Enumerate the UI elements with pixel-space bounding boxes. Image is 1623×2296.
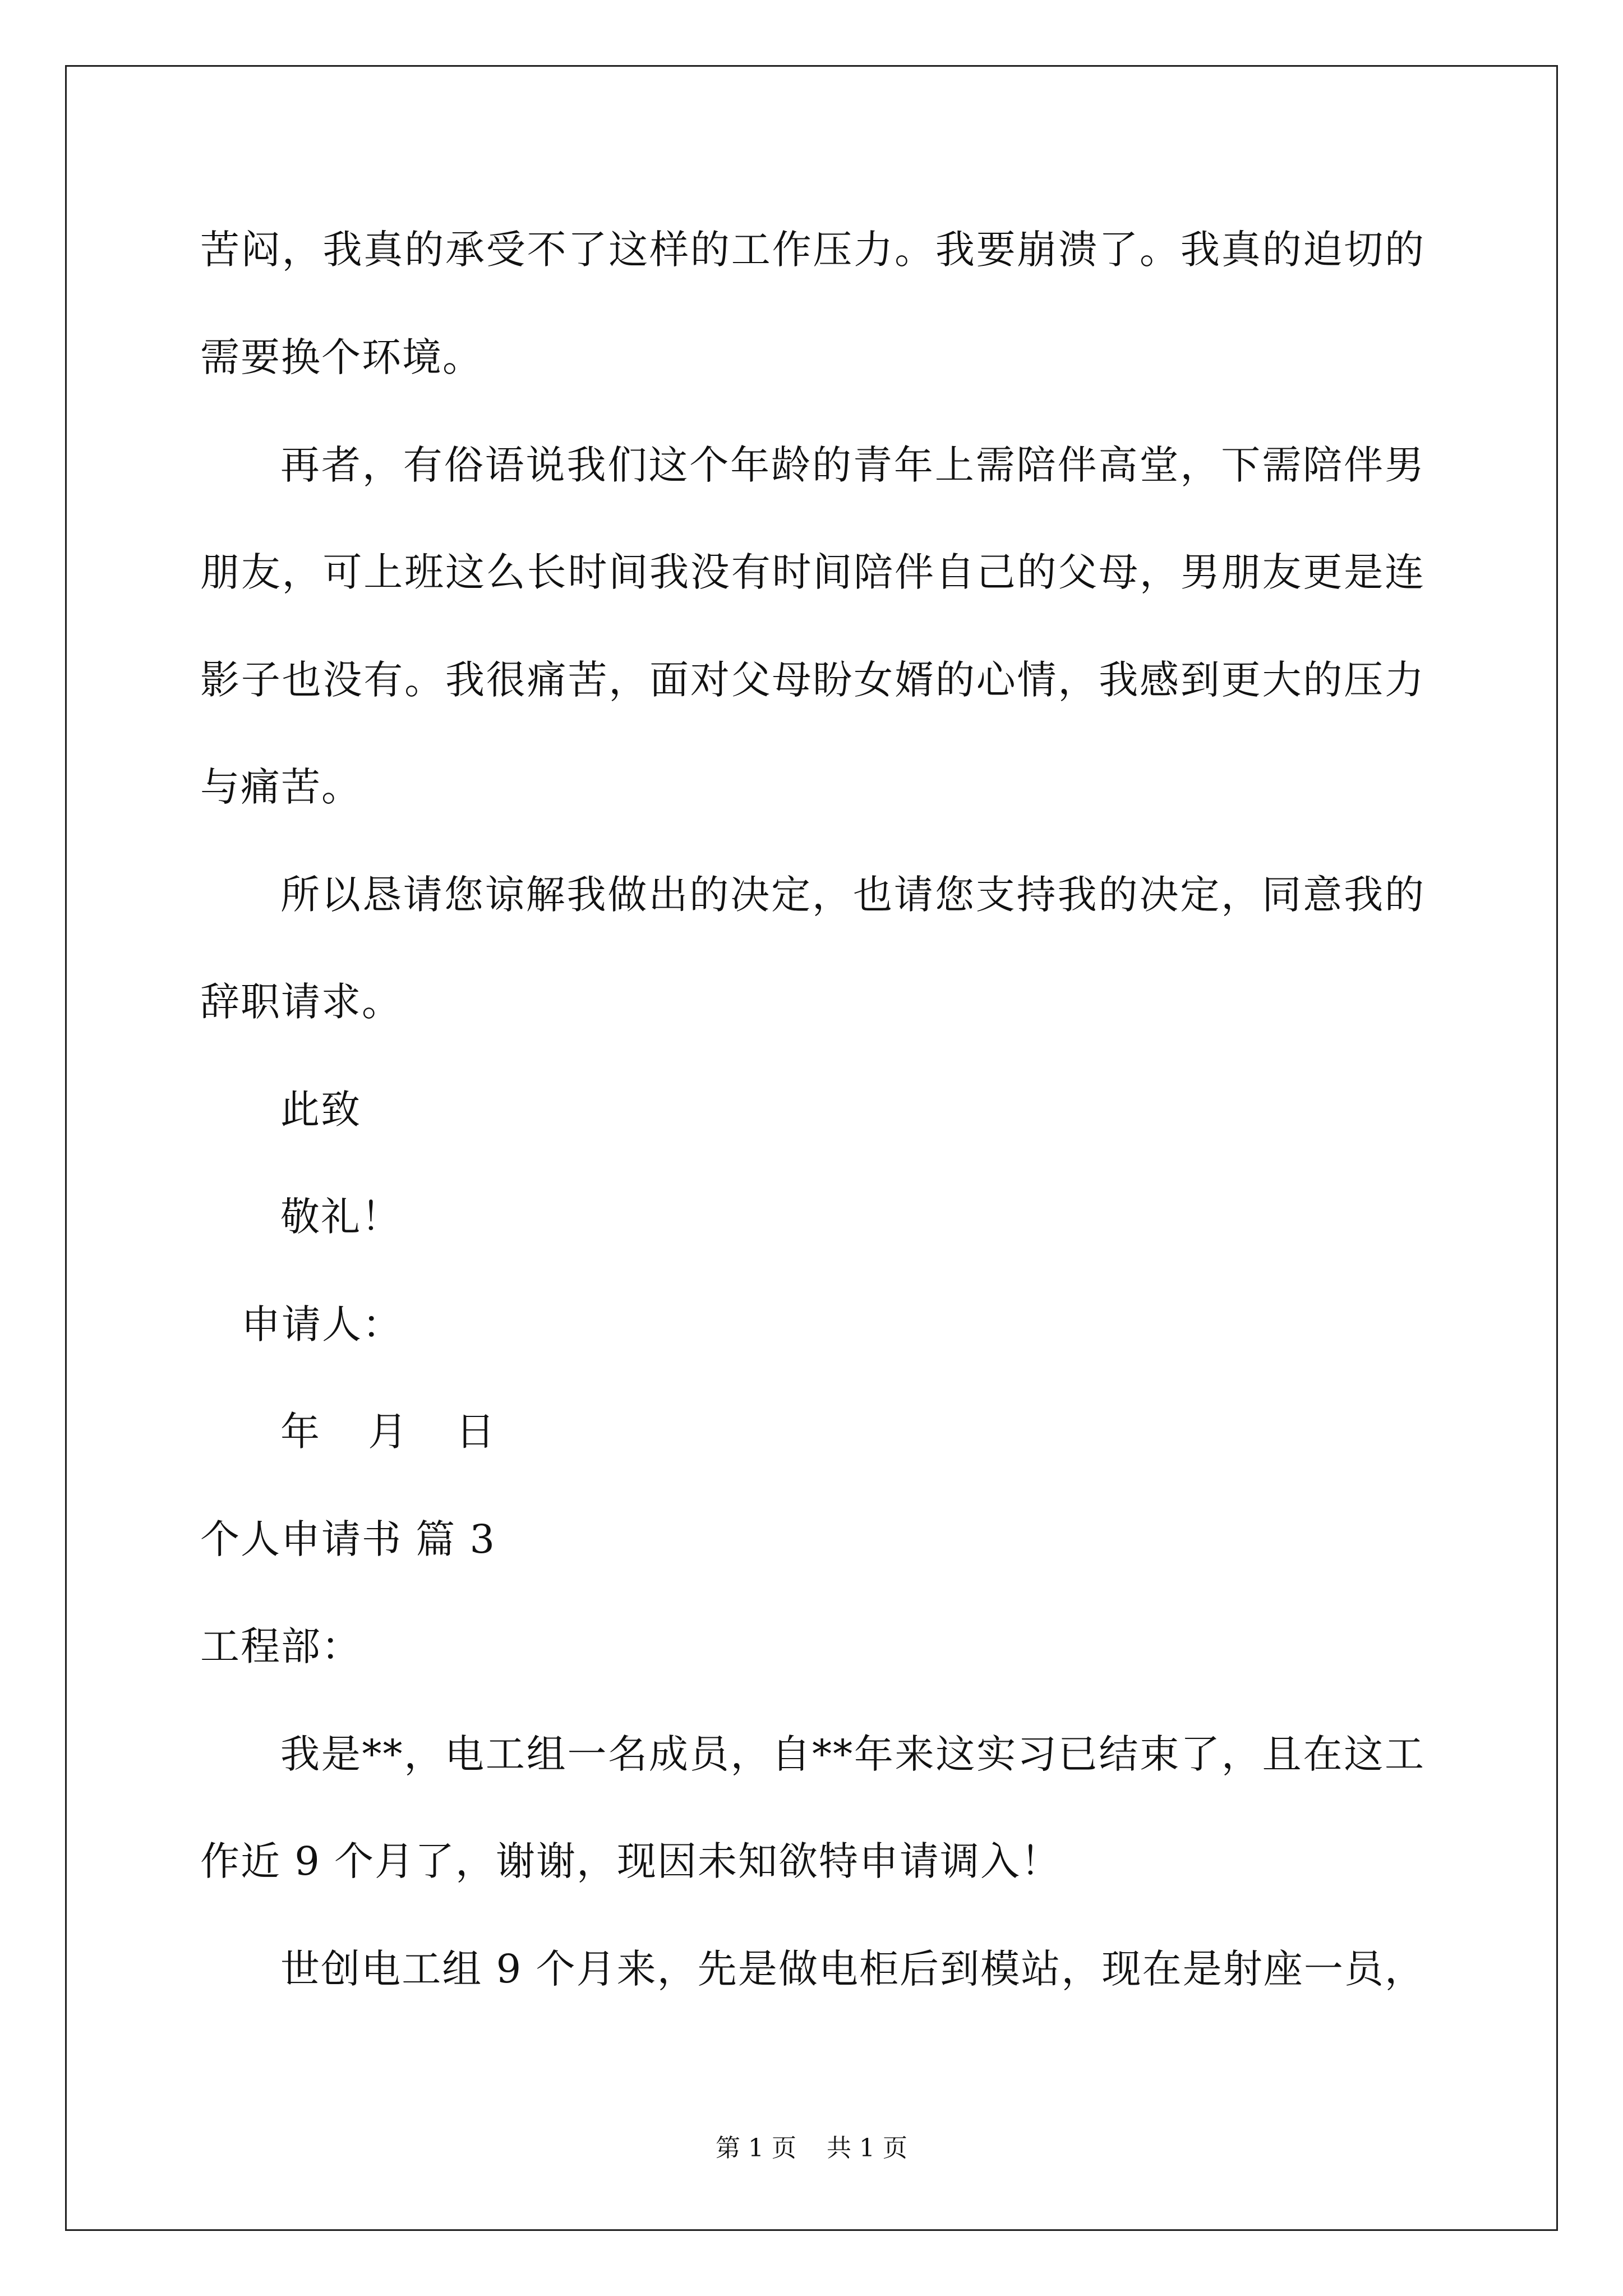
paragraph-line: 苦闷，我真的承受不了这样的工作压力。我要崩溃了。我真的迫切的 — [200, 227, 1425, 273]
page-frame — [65, 65, 1558, 2231]
page-current-label: 第 1 页 — [716, 2134, 796, 2162]
paragraph-line: 所以恳请您谅解我做出的决定，也请您支持我的决定，同意我的 — [280, 872, 1425, 918]
date-line — [280, 1409, 530, 1454]
applicant-label: 申请人： — [241, 1301, 403, 1347]
date-day-label: 日 — [455, 1409, 496, 1455]
page-total-label: 共 1 页 — [827, 2134, 907, 2162]
closing-salutation: 此致 — [280, 1087, 361, 1133]
paragraph-line: 世创电工组 9 个月来，先是做电柜后到模站，现在是射座一员， — [280, 1946, 1425, 1992]
closing-regards: 敬礼！ — [280, 1194, 402, 1240]
paragraph-line: 作近 9 个月了，谢谢，现因未知欲特申请调入！ — [200, 1838, 1062, 1884]
section-heading: 个人申请书 篇 3 — [200, 1516, 496, 1562]
paragraph-line: 需要换个环境。 — [200, 334, 483, 380]
paragraph-line: 辞职请求。 — [200, 979, 402, 1025]
date-month-label: 月 — [368, 1409, 409, 1455]
page-footer — [0, 2132, 1623, 2165]
paragraph-line: 我是**，电工组一名成员，自**年来这实习已结束了，且在这工 — [280, 1731, 1425, 1777]
date-year-label: 年 — [280, 1409, 321, 1455]
paragraph-line: 朋友，可上班这么长时间我没有时间陪伴自己的父母，男朋友更是连 — [200, 549, 1425, 595]
addressee: 工程部： — [200, 1623, 362, 1669]
paragraph-line: 影子也没有。我很痛苦，面对父母盼女婿的心情，我感到更大的压力 — [200, 657, 1425, 703]
paragraph-line: 再者，有俗语说我们这个年龄的青年上需陪伴高堂，下需陪伴男 — [280, 442, 1425, 488]
paragraph-line: 与痛苦。 — [200, 764, 362, 810]
